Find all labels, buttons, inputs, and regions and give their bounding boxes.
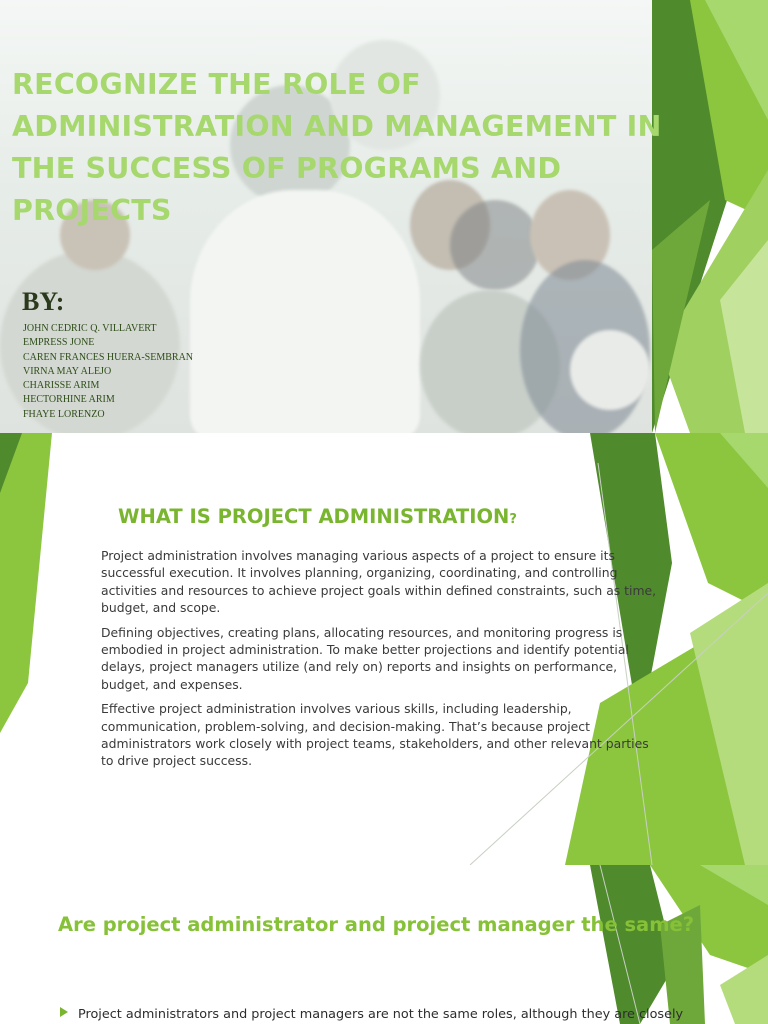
author-list [23,322,193,422]
section-heading-text: WHAT IS PROJECT ADMINISTRATION [118,505,510,528]
triangle-bullet-icon [60,1007,68,1017]
administrator-vs-manager-slide [0,865,768,1024]
bullet-item [60,1003,760,1022]
author-name: CAREN FRANCES HUERA-SEMBRAN [23,351,194,363]
author-name: FHAYE LORENZO [23,408,105,420]
bullet-text: Project administrators and project managers are not the same roles, although they are closely [78,1007,684,1022]
paragraph: Defining objectives, creating plans, allocating resources, and monitoring progress is embodied in project administration. To make better projections and identify potential delays, project managers utilize (and rely on) reports and insights on performance, budget, and expenses. [101,624,629,692]
author-name: HECTORHINE ARIM [23,394,115,406]
author-name: JOHN CEDRIC Q. VILLAVERT [23,323,157,334]
section-heading: Are project administrator and project manager the same? [58,913,695,936]
paragraph: Project administration involves managing various aspects of a project to ensure its successful execution. It involves planning, organizing, coordinating, and controlling activities and resources to achieve project goals within defined constraints, such as time, budget, and scope. [101,548,657,616]
section-heading [118,505,517,528]
project-administration-slide [0,433,768,865]
body-text [101,547,661,777]
by-label: BY: [22,287,65,316]
paragraph: Effective project administration involves various skills, including leadership, communication, problem-solving, and decision-making. That’s because project administrators work closely with project teams, stakeholders, and other relevant parties to drive project success. [101,701,649,769]
green-geometric-decoration [0,865,768,1024]
author-name: CHARISSE ARIM [23,380,100,392]
author-name: VIRNA MAY ALEJO [23,365,112,377]
title-slide [0,0,768,433]
section-heading-question-mark: ? [509,512,517,527]
author-name: EMPRESS JONE [23,337,95,349]
presentation-title: RECOGNIZE THE ROLE OF ADMINISTRATION AND MANAGEMENT IN THE SUCCESS OF PROGRAMS AND PROJECTS [12,68,662,227]
